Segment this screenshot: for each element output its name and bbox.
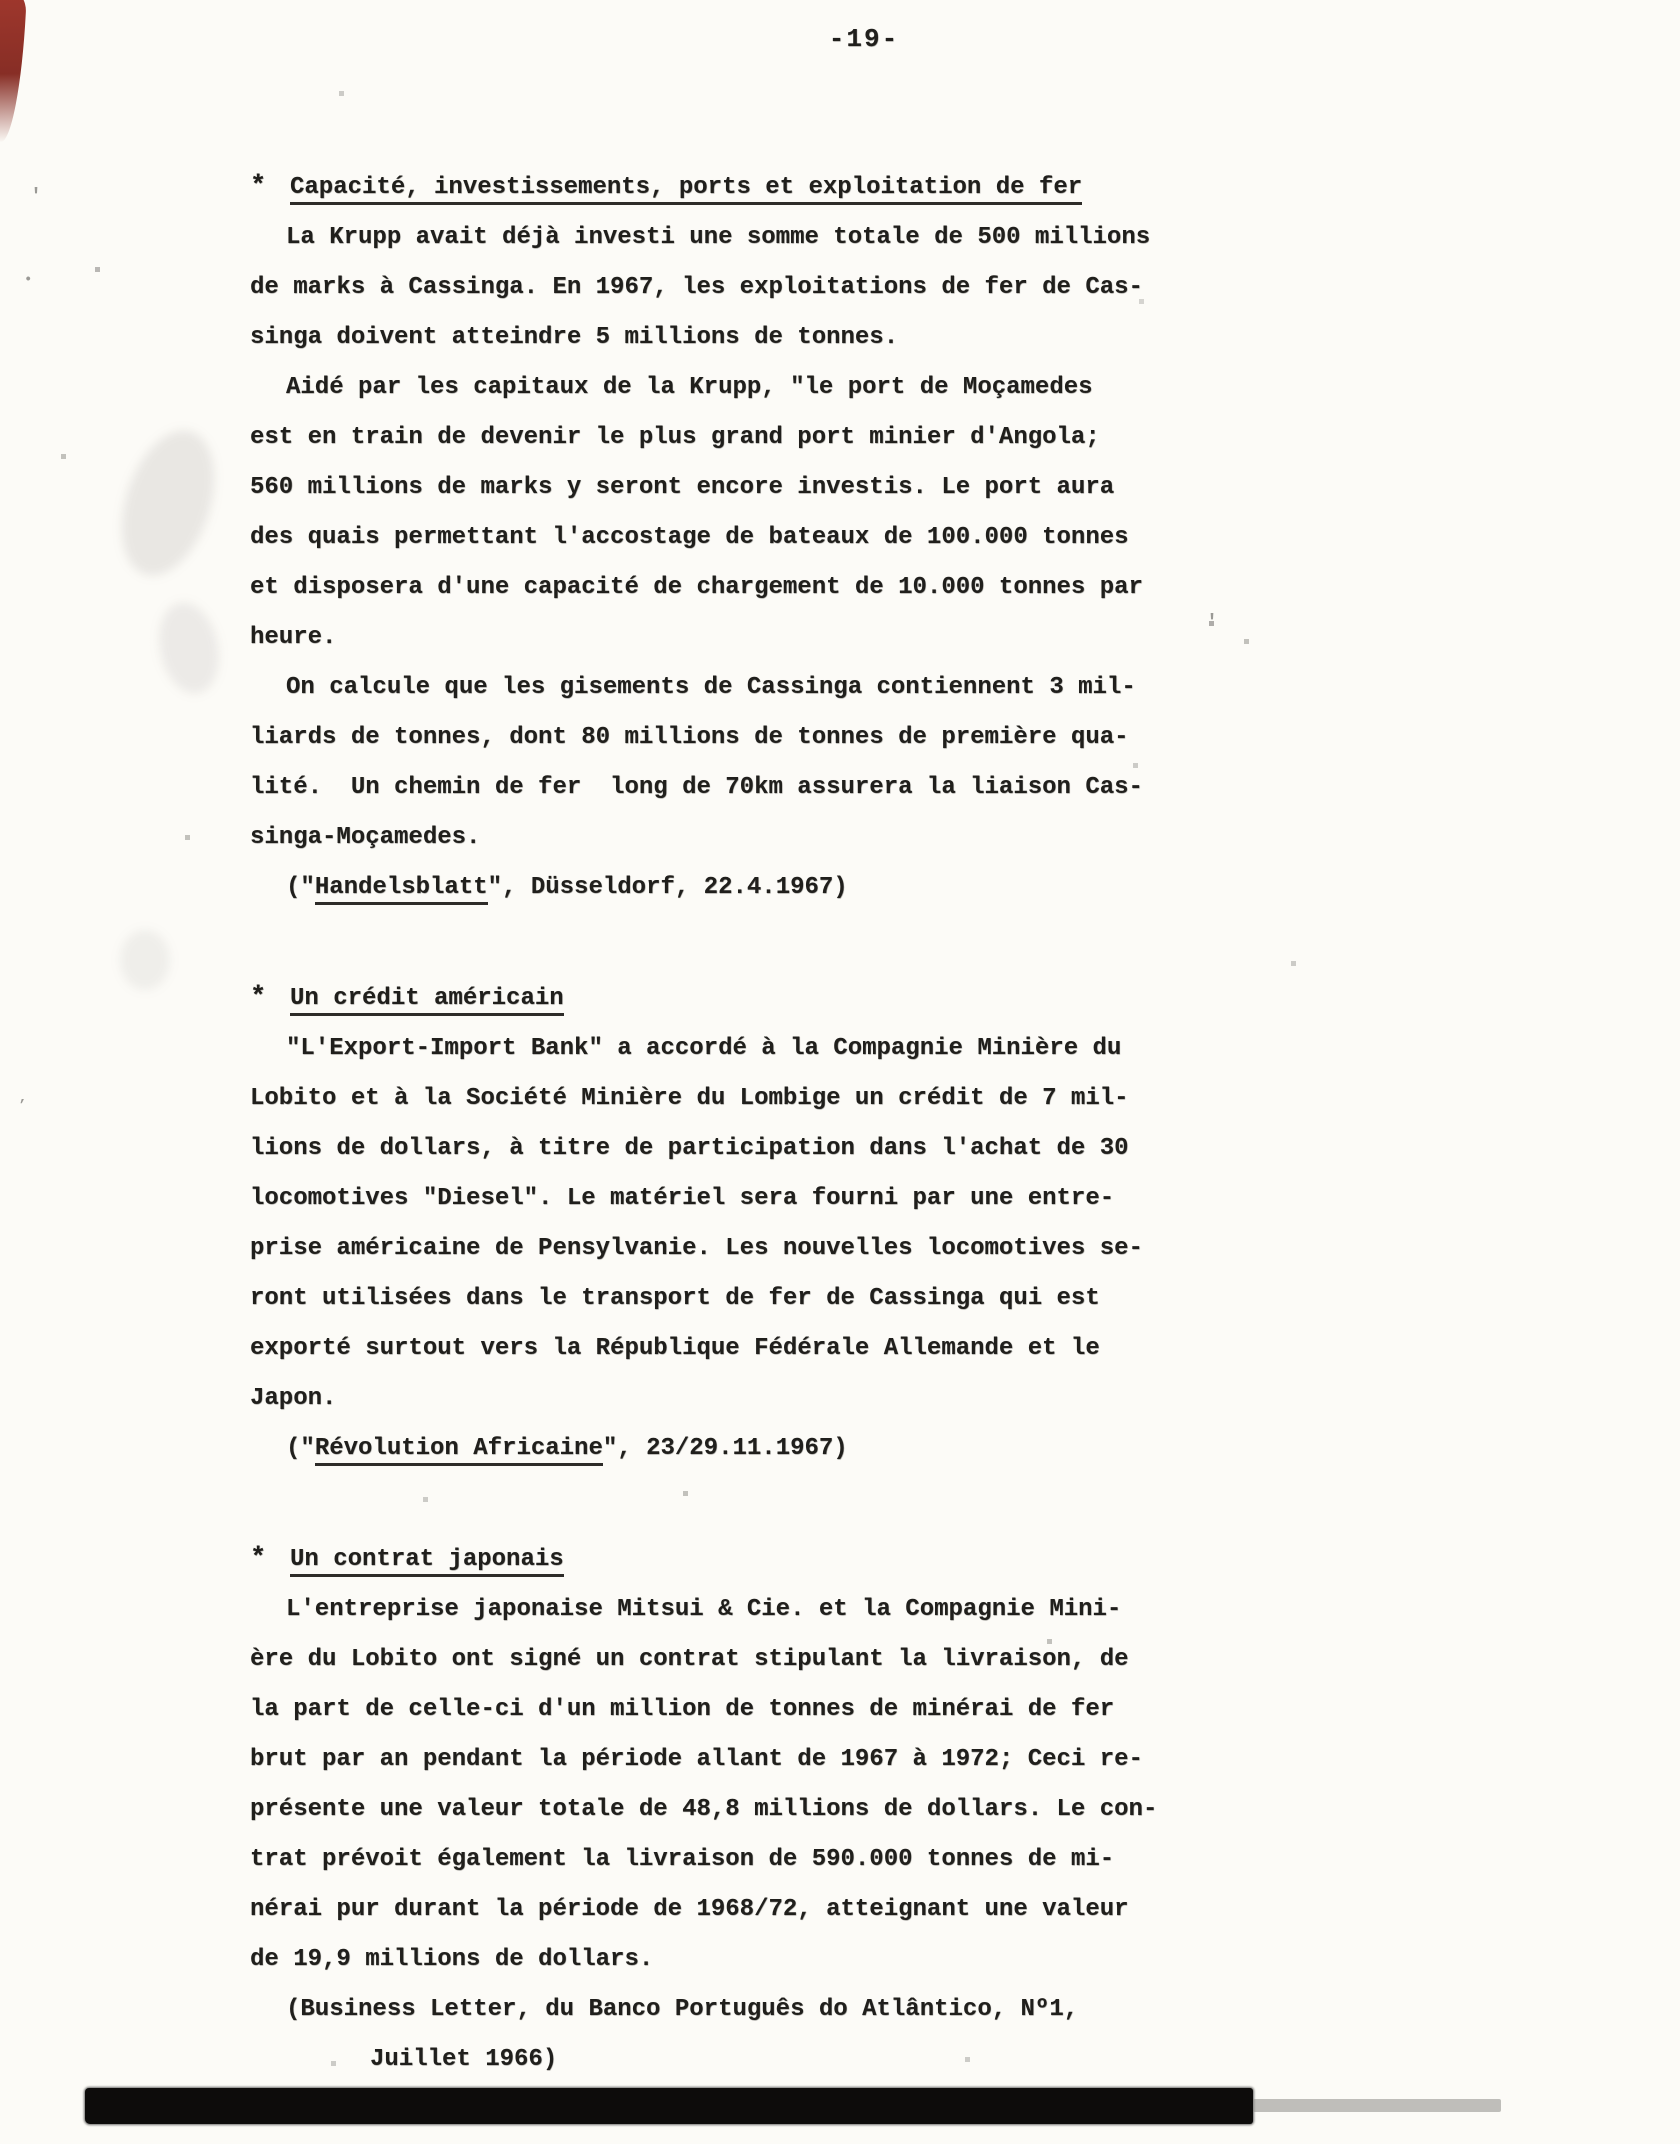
section [250,973,1230,1474]
text-line: locomotives "Diesel". Le matériel sera fourni par une entre- [250,1185,1115,1212]
red-ink-mark [0,0,27,143]
citation-source-title: Révolution Africaine [315,1435,603,1466]
text-line: lité. Un chemin de fer long de 70km assurera la liaison Cas- [250,774,1143,801]
citation-line [250,2035,1230,2085]
citation-source-title: Handelsblatt [315,874,488,905]
text-line: lions de dollars, à titre de participation dans l'achat de 30 [250,1135,1129,1162]
section-heading: Un contrat japonais [290,1546,564,1577]
text-line: ère du Lobito ont signé un contrat stipulant la livraison, de [250,1646,1129,1673]
text-line: Aidé par les capitaux de la Krupp, "le port de Moçamedes [286,374,1093,401]
citation-line [250,1424,1230,1474]
scan-smudge [151,597,227,699]
text-line: de 19,9 millions de dollars. [250,1946,654,1973]
scan-smudge [105,419,231,588]
text-line: brut par an pendant la période allant de 1967 à 1972; Ceci re- [250,1746,1143,1773]
bullet-asterisk: * [250,172,267,202]
scan-speck: ' [1206,612,1219,635]
scan-bottom-bar [85,2088,1253,2124]
bullet-asterisk: * [250,1544,267,1574]
section-heading-row [250,162,1230,213]
text-line: "L'Export-Import Bank" a accordé à la Compagnie Minière du [286,1035,1122,1062]
text-line: singa doivent atteindre 5 millions de tonnes. [250,324,899,351]
citation-text: Juillet 1966) [370,2046,558,2073]
scan-noise-dots [0,0,3,3]
section [250,1534,1230,2085]
text-line: On calcule que les gisements de Cassinga contiennent 3 mil- [286,674,1136,701]
section-heading-row [250,973,1230,1024]
scan-speck: ’ [18,1098,27,1114]
citation-line [250,863,1230,913]
citation-line [250,1985,1230,2035]
section-heading: Capacité, investissements, ports et exploitation de fer [290,174,1082,205]
section-heading: Un crédit américain [290,985,564,1016]
text-line: Japon. [250,1385,337,1412]
scan-smudge [120,930,170,990]
text-line: singa-Moçamedes. [250,824,481,851]
text-line: trat prévoit également la livraison de 590.000 tonnes de mi- [250,1846,1115,1873]
text-line: Lobito et à la Société Minière du Lombige un crédit de 7 mil- [250,1085,1129,1112]
text-line: heure. [250,624,337,651]
text-line: nérai pur durant la période de 1968/72, atteignant une valeur [250,1896,1129,1923]
text-line: des quais permettant l'accostage de bateaux de 100.000 tonnes [250,524,1129,551]
citation-text: (Business Letter, du Banco Português do Atlântico, Nº1, [286,1996,1079,2023]
text-line: est en train de devenir le plus grand port minier d'Angola; [250,424,1100,451]
text-line: liards de tonnes, dont 80 millions de tonnes de première qua- [250,724,1129,751]
text-line: La Krupp avait déjà investi une somme totale de 500 millions [286,224,1151,251]
text-line: prise américaine de Pensylvanie. Les nouvelles locomotives se- [250,1235,1143,1262]
text-line: 560 millions de marks y seront encore investis. Le port aura [250,474,1115,501]
citation-text: ", Düsseldorf, 22.4.1967) [487,874,848,901]
citation-text: ", 23/29.11.1967) [602,1435,848,1462]
text-line: présente une valeur totale de 48,8 millions de dollars. Le con- [250,1796,1158,1823]
citation-text: (" [286,1435,315,1462]
text-line: de marks à Cassinga. En 1967, les exploitations de fer de Cas- [250,274,1143,301]
section-heading-row [250,1534,1230,1585]
document-body [250,162,1230,2085]
scan-bottom-bar-tail [1253,2099,1501,2112]
scan-speck: ' [30,186,43,209]
text-line: L'entreprise japonaise Mitsui & Cie. et la Compagnie Mini- [286,1596,1122,1623]
text-line: exporté surtout vers la République Fédérale Allemande et le [250,1335,1100,1362]
section [250,162,1230,913]
text-line: et disposera d'une capacité de chargement de 10.000 tonnes par [250,574,1143,601]
page-number: -19- [828,24,900,54]
citation-text: (" [286,874,315,901]
text-line: ront utilisées dans le transport de fer de Cassinga qui est [250,1285,1100,1312]
bullet-asterisk: * [250,983,267,1013]
text-line: la part de celle-ci d'un million de tonnes de minérai de fer [250,1696,1115,1723]
scan-speck: • [24,272,33,288]
